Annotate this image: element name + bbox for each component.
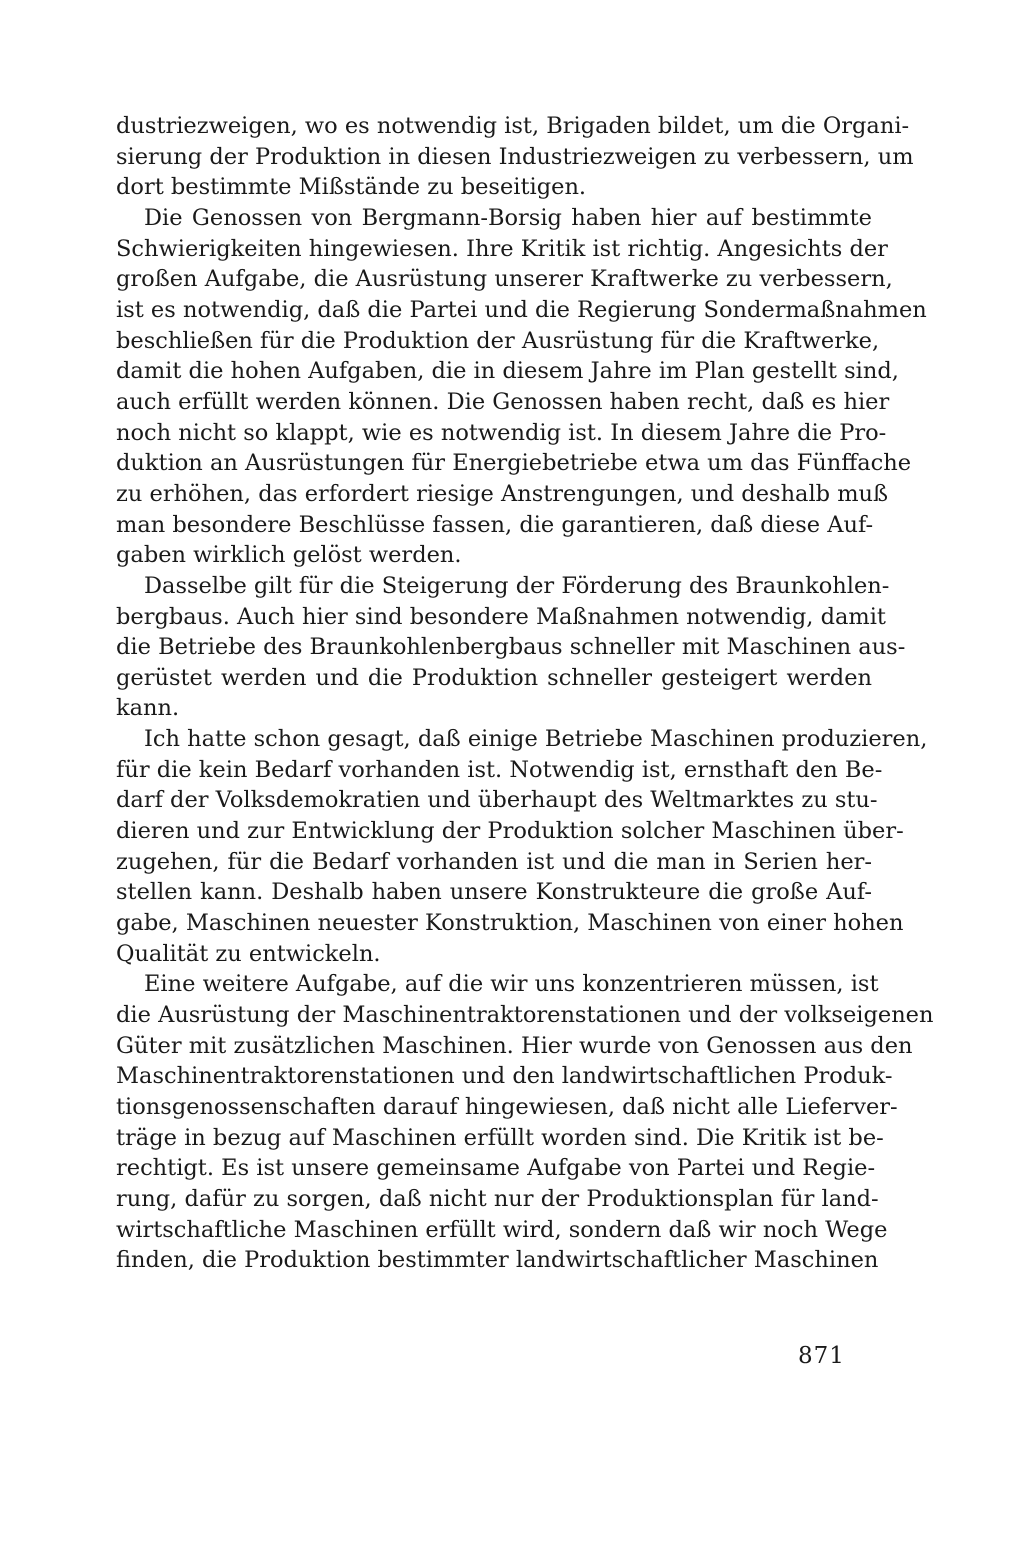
text-line: duktion an Ausrüstungen für Energiebetriebe etwa um das Fünffache xyxy=(116,450,912,477)
text-line: Maschinentraktorenstationen und den landwirtschaftlichen Produk- xyxy=(116,1063,893,1090)
text-line: rechtigt. Es ist unsere gemeinsame Aufgabe von Partei und Regie- xyxy=(116,1155,876,1182)
text-line: bergbaus. Auch hier sind besondere Maßnahmen notwendig, damit xyxy=(116,603,886,630)
text-line: Qualität zu entwickeln. xyxy=(116,940,381,967)
text-line: gaben wirklich gelöst werden. xyxy=(116,542,462,569)
text-line: Schwierigkeiten hingewiesen. Ihre Kritik ist richtig. Angesichts der xyxy=(116,235,888,262)
text-line: damit die hohen Aufgaben, die in diesem Jahre im Plan gestellt sind, xyxy=(116,358,899,385)
text-line: tionsgenossenschaften darauf hingewiesen, daß nicht alle Lieferver- xyxy=(116,1094,898,1120)
text-line: gabe, Maschinen neuester Konstruktion, Maschinen von einer hohen xyxy=(116,910,904,937)
body-text xyxy=(116,111,934,1276)
text-line: darf der Volksdemokratien und überhaupt des Weltmarktes zu stu- xyxy=(116,787,878,814)
text-line: Ich hatte schon gesagt, daß einige Betriebe Maschinen produzieren, xyxy=(144,726,928,753)
text-line: dieren und zur Entwicklung der Produktion solcher Maschinen über- xyxy=(116,818,904,845)
paragraph xyxy=(116,203,927,571)
text-line: rung, dafür zu sorgen, daß nicht nur der Produktionsplan für land- xyxy=(116,1185,879,1212)
text-line: die Ausrüstung der Maschinentraktorenstationen und der volkseigenen xyxy=(116,1002,934,1029)
text-line: beschließen für die Produktion der Ausrüstung für die Kraftwerke, xyxy=(116,327,880,354)
text-line: zugehen, für die Bedarf vorhanden ist und die man in Serien her- xyxy=(116,848,872,875)
text-line: man besondere Beschlüsse fassen, die garantieren, daß diese Auf- xyxy=(116,511,874,538)
text-line: Dasselbe gilt für die Steigerung der Förderung des Braunkohlen- xyxy=(144,572,890,599)
text-line: dort bestimmte Mißstände zu beseitigen. xyxy=(116,174,587,201)
text-line: finden, die Produktion bestimmter landwirtschaftlicher Maschinen xyxy=(116,1247,879,1274)
text-line: großen Aufgabe, die Ausrüstung unserer Kraftwerke zu verbessern, xyxy=(116,266,893,293)
text-line: dustriezweigen, wo es notwendig ist, Brigaden bildet, um die Organi- xyxy=(116,113,910,139)
text-line: ist es notwendig, daß die Partei und die Regierung Sondermaßnahmen xyxy=(116,296,927,323)
text-line: träge in bezug auf Maschinen erfüllt worden sind. Die Kritik ist be- xyxy=(116,1124,884,1151)
text-line: sierung der Produktion in diesen Industriezweigen zu verbessern, um xyxy=(116,143,914,170)
text-line: Eine weitere Aufgabe, auf die wir uns konzentrieren müssen, ist xyxy=(144,971,879,998)
text-line: stellen kann. Deshalb haben unsere Konstrukteure die große Auf- xyxy=(116,879,872,906)
paragraph xyxy=(116,571,906,724)
text-line: noch nicht so klappt, wie es notwendig ist. In diesem Jahre die Pro- xyxy=(116,419,887,446)
text-line: die Betriebe des Braunkohlenbergbaus schneller mit Maschinen aus- xyxy=(116,634,906,661)
page-number: 871 xyxy=(798,1343,845,1369)
text-line: Güter mit zusätzlichen Maschinen. Hier wurde von Genossen aus den xyxy=(116,1032,913,1059)
paragraph xyxy=(116,969,934,1276)
text-line: wirtschaftliche Maschinen erfüllt wird, sondern daß wir noch Wege xyxy=(116,1216,888,1243)
text-line: auch erfüllt werden können. Die Genossen haben recht, daß es hier xyxy=(116,388,890,415)
paragraph xyxy=(116,724,928,969)
text-line: für die kein Bedarf vorhanden ist. Notwendig ist, ernsthaft den Be- xyxy=(116,756,883,783)
text-line: Die Genossen von Bergmann-Borsig haben hier auf bestimmte xyxy=(144,204,872,231)
paragraph xyxy=(116,111,914,203)
text-line: kann. xyxy=(116,695,180,722)
text-line: zu erhöhen, das erfordert riesige Anstrengungen, und deshalb muß xyxy=(116,480,889,507)
text-line: gerüstet werden und die Produktion schneller gesteigert werden xyxy=(116,664,872,691)
